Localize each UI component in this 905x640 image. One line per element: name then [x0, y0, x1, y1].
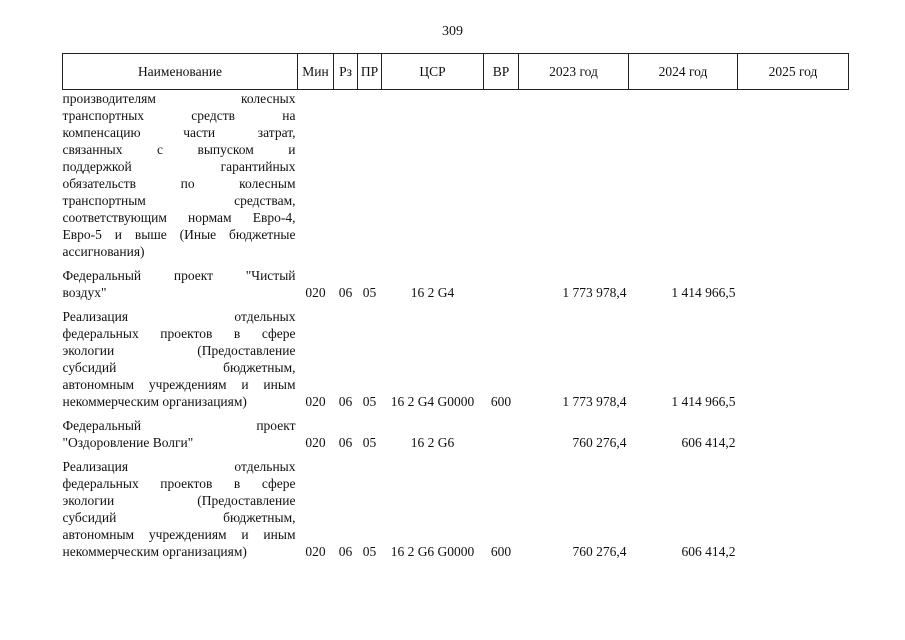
name-line: автономным учреждениям и иным: [62, 527, 296, 542]
cell-2025: [738, 260, 849, 301]
name-line: Реализация отдельных: [62, 459, 296, 474]
cell-2025: [738, 90, 849, 261]
name-line: автономным учреждениям и иным: [62, 377, 296, 392]
table-row: [63, 410, 849, 451]
name-line: производителям колесных: [62, 91, 296, 106]
cell-min: 020: [305, 544, 326, 559]
cell-pr: 05: [362, 285, 377, 300]
cell-pr: 05: [362, 435, 377, 450]
name-line: субсидий бюджетным,: [62, 360, 296, 375]
header-min: Мин: [298, 54, 334, 90]
cell-rz: 06: [338, 394, 353, 409]
name-line: субсидий бюджетным,: [62, 510, 296, 525]
header-pr: ПР: [358, 54, 382, 90]
cell-csr: 16 2 G6 G0000: [390, 544, 475, 559]
name-line: Федеральный проект: [62, 418, 296, 433]
cell-vr: [484, 260, 519, 301]
cell-vr: 600: [490, 544, 512, 559]
table-row: [63, 301, 849, 410]
cell-rz: [334, 90, 358, 261]
cell-name: [63, 410, 298, 451]
cell-vr: 600: [490, 394, 512, 409]
header-vr: ВР: [484, 54, 519, 90]
cell-rz: 06: [338, 544, 353, 559]
cell-min: [298, 90, 334, 261]
cell-2025: [738, 301, 849, 410]
name-line: Реализация отдельных: [62, 309, 296, 324]
header-2025: 2025 год: [738, 54, 849, 90]
cell-2023: 1 773 978,4: [562, 285, 627, 300]
cell-csr: 16 2 G4: [410, 285, 455, 300]
name-line: федеральных проектов в сфере: [62, 326, 296, 341]
name-line: соответствующим нормам Евро-4,: [62, 210, 296, 225]
table-row: [63, 90, 849, 261]
cell-min: 020: [305, 435, 326, 450]
header-2024: 2024 год: [629, 54, 738, 90]
cell-pr: 05: [362, 544, 377, 559]
name-line: транспортных средств на: [62, 108, 296, 123]
cell-2025: [738, 451, 849, 560]
cell-csr: 16 2 G6: [410, 435, 455, 450]
header-name: Наименование: [63, 54, 298, 90]
table-row: [63, 451, 849, 560]
name-line: компенсацию части затрат,: [62, 125, 296, 140]
name-line: "Оздоровление Волги": [62, 435, 194, 450]
name-line: ассигнования): [62, 244, 145, 259]
cell-csr: [382, 90, 484, 261]
cell-2024: 1 414 966,5: [671, 394, 736, 409]
cell-pr: [358, 90, 382, 261]
cell-csr: 16 2 G4 G0000: [390, 394, 475, 409]
cell-vr: [484, 410, 519, 451]
cell-2023: 1 773 978,4: [562, 394, 627, 409]
budget-table: [62, 53, 849, 560]
cell-2023: [519, 90, 629, 261]
cell-name: [63, 451, 298, 560]
name-line: Евро-5 и выше (Иные бюджетные: [62, 227, 296, 242]
cell-name: [63, 90, 298, 261]
name-line: некоммерческим организациям): [62, 544, 247, 559]
cell-min: 020: [305, 394, 326, 409]
cell-2025: [738, 410, 849, 451]
cell-name: [63, 301, 298, 410]
cell-2023: 760 276,4: [572, 544, 627, 559]
cell-name: [63, 260, 298, 301]
table-row: [63, 260, 849, 301]
header-2023: 2023 год: [519, 54, 629, 90]
table-header-row: [63, 54, 849, 90]
cell-min: 020: [305, 285, 326, 300]
name-line: экологии (Предоставление: [62, 343, 296, 358]
cell-2023: 760 276,4: [572, 435, 627, 450]
name-line: Федеральный проект "Чистый: [62, 268, 296, 283]
cell-rz: 06: [338, 435, 353, 450]
cell-vr: [484, 90, 519, 261]
cell-2024: 606 414,2: [681, 435, 736, 450]
name-line: экологии (Предоставление: [62, 493, 296, 508]
name-line: обязательств по колесным: [62, 176, 296, 191]
cell-rz: 06: [338, 285, 353, 300]
cell-pr: 05: [362, 394, 377, 409]
name-line: связанных с выпуском и: [62, 142, 296, 157]
cell-2024: 1 414 966,5: [671, 285, 736, 300]
header-csr: ЦСР: [382, 54, 484, 90]
cell-2024: 606 414,2: [681, 544, 736, 559]
name-line: поддержкой гарантийных: [62, 159, 296, 174]
name-line: федеральных проектов в сфере: [62, 476, 296, 491]
header-rz: Рз: [334, 54, 358, 90]
name-line: транспортным средствам,: [62, 193, 296, 208]
page-number: 309: [442, 24, 463, 39]
name-line: некоммерческим организациям): [62, 394, 247, 409]
name-line: воздух": [62, 285, 107, 300]
cell-2024: [629, 90, 738, 261]
